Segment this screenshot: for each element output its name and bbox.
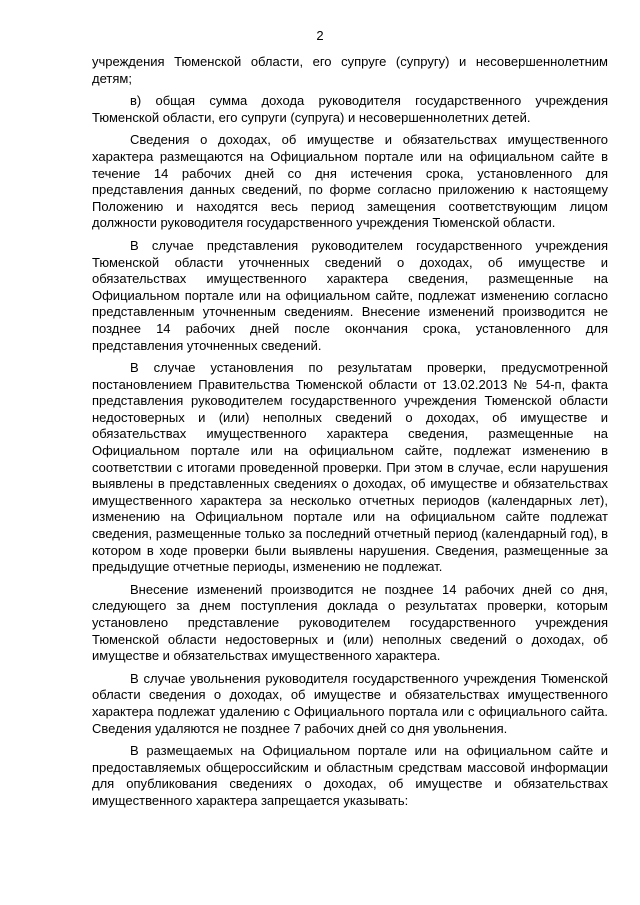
paragraph-audit-results: В случае установления по результатам проверки, предусмотренной постановлением Правительства Тюменской области от 13.02.2013 № 54-п, факта представления руководителем государственного учреждения Тюменской области недостоверных и (или) неполных сведений о доходах, об имуществе и обязательствах имущественного характера сведения, размещенные на Официальном портале или на официальном сайте, подлежат изменению в соответствии с итогами проведенной проверки. При этом в случае, если нарушения выявлены в представленных сведениях о доходах, об имуществе и обязательствах имущественного характера за несколько отчетных периодов (календарных лет), изменению на Официальном портале или на официальном сайте подлежат сведения, размещенные только за последний отчетный период (календарный год), в котором в ходе проверки были выявлены нарушения. Сведения, размещенные за предыдущие отчетные периоды, изменению не подлежат. xyxy=(92,360,608,575)
paragraph-item-v: в) общая сумма дохода руководителя государственного учреждения Тюменской области, его супруги (супруга) и несовершеннолетних детей. xyxy=(92,93,608,125)
paragraph-clarified-info: В случае представления руководителем государственного учреждения Тюменской области уточненных сведений о доходах, об имуществе и обязательствах имущественного характера сведения, размещенные на Официальном портале или на официальном сайте, подлежат изменению согласно представленным уточненным сведениям. Внесение изменений производится не позднее 14 рабочих дней после окончания срока, установленного для представления уточненных сведений. xyxy=(92,237,608,353)
paragraph-changes-deadline: Внесение изменений производится не позднее 14 рабочих дней со дня, следующего за днем поступления доклада о результатах проверки, которым установлено представление руководителем государственного учреждения Тюменской области недостоверных и (или) неполных сведений о доходах, об имуществе и обязательствах имущественного характера. xyxy=(92,581,608,664)
paragraph-continuation: учреждения Тюменской области, его супруге (супругу) и несовершеннолетним детям; xyxy=(92,54,608,86)
document-body xyxy=(92,54,608,816)
paragraph-prohibited: В размещаемых на Официальном портале или на официальном сайте и предоставляемых общероссийским и областным средствам массовой информации для опубликования сведениях о доходах, об имуществе и обязательствах имущественного характера запрещается указывать: xyxy=(92,743,608,808)
paragraph-placement: Сведения о доходах, об имуществе и обязательствах имущественного характера размещаются на Официальном портале или на официальном сайте в течение 14 рабочих дней со дня истечения срока, установленного для представления данных сведений, по форме согласно приложению к настоящему Положению и находятся весь период замещения соответствующим лицом должности руководителя государственного учреждения Тюменской области. xyxy=(92,132,608,231)
paragraph-dismissal: В случае увольнения руководителя государственного учреждения Тюменской области сведения о доходах, об имуществе и обязательствах имущественного характера подлежат удалению с Официального портала или с официального сайта. Сведения удаляются не позднее 7 рабочих дней со дня увольнения. xyxy=(92,670,608,736)
page-number: 2 xyxy=(316,28,324,43)
